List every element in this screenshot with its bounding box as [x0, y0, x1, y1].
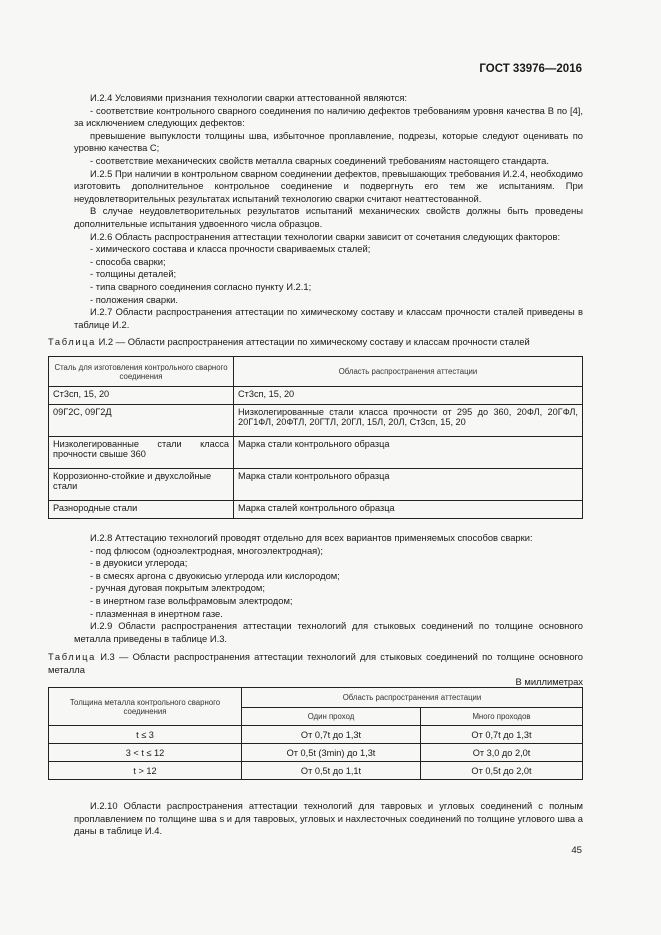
- paragraph: В случае неудовлетворительных результатов испытаний механических свойств должны быть проведены дополнительные испытания удвоенного числа образцов.: [74, 205, 583, 229]
- paragraph: И.2.4 Условиями признания технологии сварки аттестованной являются:: [90, 92, 408, 103]
- table-cell: Ст3сп, 15, 20: [49, 387, 234, 405]
- table-cell: t ≤ 3: [49, 726, 242, 744]
- table-cell: Низколегированные стали класса прочности свыше 360: [49, 437, 234, 469]
- table-cell: 09Г2С, 09Г2Д: [49, 405, 234, 437]
- table-row: [49, 744, 583, 762]
- table-3: [48, 687, 583, 780]
- paragraph: - соответствие контрольного сварного соединения по наличию дефектов требованиям уровня качества В по [4], за исключением следующих дефектов:: [74, 104, 583, 129]
- table-cell: 3 < t ≤ 12: [49, 744, 242, 762]
- table-cell: Марка сталей контрольного образца: [234, 501, 583, 519]
- table-header-cell: Толщина металла контрольного сварного соединения: [49, 688, 242, 726]
- list-item: - в инертном газе вольфрамовым электродом;: [90, 594, 293, 606]
- table-header-cell: Сталь для изготовления контрольного сварного соединения: [49, 357, 234, 387]
- units-label: В миллиметрах: [515, 676, 583, 687]
- paragraph: И.2.9 Области распространения аттестации технологий для стыковых соединений по толщине основного металла приведены в таблице И.3.: [74, 620, 583, 644]
- paragraph: И.2.6 Область распространения аттестации технологии сварки зависит от сочетания следующих факторов:: [90, 230, 561, 242]
- list-item: - химического состава и класса прочности свариваемых сталей;: [90, 243, 371, 255]
- table-header-cell: Область распространения аттестации: [242, 688, 583, 708]
- paragraph: - соответствие механических свойств металла сварных соединений требованиям настоящего стандарта.: [90, 154, 549, 166]
- caption-text: И.2 — Области распространения аттестации по химическому составу и классам прочности сталей: [95, 336, 530, 347]
- table-cell: От 0,5t (3min) до 1,3t: [242, 744, 421, 762]
- standard-header: ГОСТ 33976—2016: [479, 63, 582, 75]
- caption-prefix: Таблица: [48, 336, 96, 347]
- table-cell: Марка стали контрольного образца: [234, 437, 583, 469]
- list-item: - плазменная в инертном газе.: [90, 607, 223, 619]
- table-cell: От 0,7t до 1,3t: [242, 726, 421, 744]
- table-header-cell: Один проход: [242, 708, 421, 726]
- list-item: - толщины деталей;: [90, 268, 177, 280]
- table-row: [49, 387, 583, 405]
- table-row: [49, 501, 583, 519]
- text-block-3: [74, 800, 583, 838]
- paragraph: И.2.5 При наличии в контрольном сварном соединении дефектов, превышающих требования И.2.4, необходимо изготовить дополнительное контрольное соединение и подвергнуть его тем же испытаниям. При неудовлетворительных результатах испытаний технологию сварки считают неаттестованной.: [74, 167, 583, 204]
- caption-text: И.3 — Области распространения аттестации технологий для стыковых соединений по толщине основного металла: [48, 651, 583, 675]
- list-item: - способа сварки;: [90, 255, 166, 267]
- table-row: [49, 726, 583, 744]
- table-cell: От 0,5t до 1,1t: [242, 762, 421, 780]
- table-row: [49, 437, 583, 469]
- table-row: [49, 762, 583, 780]
- table-cell: t > 12: [49, 762, 242, 780]
- table-header-cell: Много проходов: [421, 708, 583, 726]
- list-item: - ручная дуговая покрытым электродом;: [90, 582, 265, 594]
- paragraph: превышение выпуклости толщины шва, избыточное проплавление, подрезы, которые следуют оценивать по уровню качества С;: [74, 129, 583, 154]
- page-number: 45: [571, 845, 582, 856]
- table-cell: Марка стали контрольного образца: [234, 469, 583, 501]
- list-item: - положения сварки.: [90, 293, 179, 305]
- table-row: [49, 469, 583, 501]
- caption-prefix: Таблица: [48, 651, 96, 662]
- table-3-caption: [48, 651, 583, 676]
- paragraph: И.2.8 Аттестацию технологий проводят отдельно для всех вариантов применяемых способов сварки:: [90, 532, 533, 543]
- table-cell: Низколегированные стали класса прочности от 295 до 360, 20ФЛ, 20ГФЛ, 20Г1ФЛ, 20ФТЛ, 20ГТЛ, 20ГЛ, 15Л, 20Л, Ст3сп, 15, 20: [234, 405, 583, 437]
- table-cell: От 0,5t до 2,0t: [421, 762, 583, 780]
- table-cell: Разнородные стали: [49, 501, 234, 519]
- list-item: - в двуокиси углерода;: [90, 557, 188, 569]
- table-cell: Коррозионно-стойкие и двухслойные стали: [49, 469, 234, 501]
- table-2-caption: [48, 336, 583, 349]
- list-item: - под флюсом (одноэлектродная, многоэлектродная);: [90, 544, 323, 556]
- table-2: [48, 356, 583, 519]
- list-item: - типа сварного соединения согласно пункту И.2.1;: [90, 280, 312, 292]
- paragraph: И.2.7 Области распространения аттестации по химическому составу и классам прочности сталей приведены в таблице И.2.: [74, 306, 583, 330]
- table-cell: От 0,7t до 1,3t: [421, 726, 583, 744]
- table-row: [49, 405, 583, 437]
- table-cell: Ст3сп, 15, 20: [234, 387, 583, 405]
- table-cell: От 3,0 до 2,0t: [421, 744, 583, 762]
- text-block-1: [74, 92, 583, 331]
- text-block-2: [74, 532, 583, 645]
- list-item: - в смесях аргона с двуокисью углерода или кислородом;: [90, 569, 340, 581]
- table-header-cell: Область распространения аттестации: [234, 357, 583, 387]
- paragraph: И.2.10 Области распространения аттестации технологий для тавровых и угловых соединений с полным проплавлением по толщине шва s и для тавровых, угловых и нахлесточных соединений по толщине углового шва a даны в таблице И.4.: [74, 800, 583, 837]
